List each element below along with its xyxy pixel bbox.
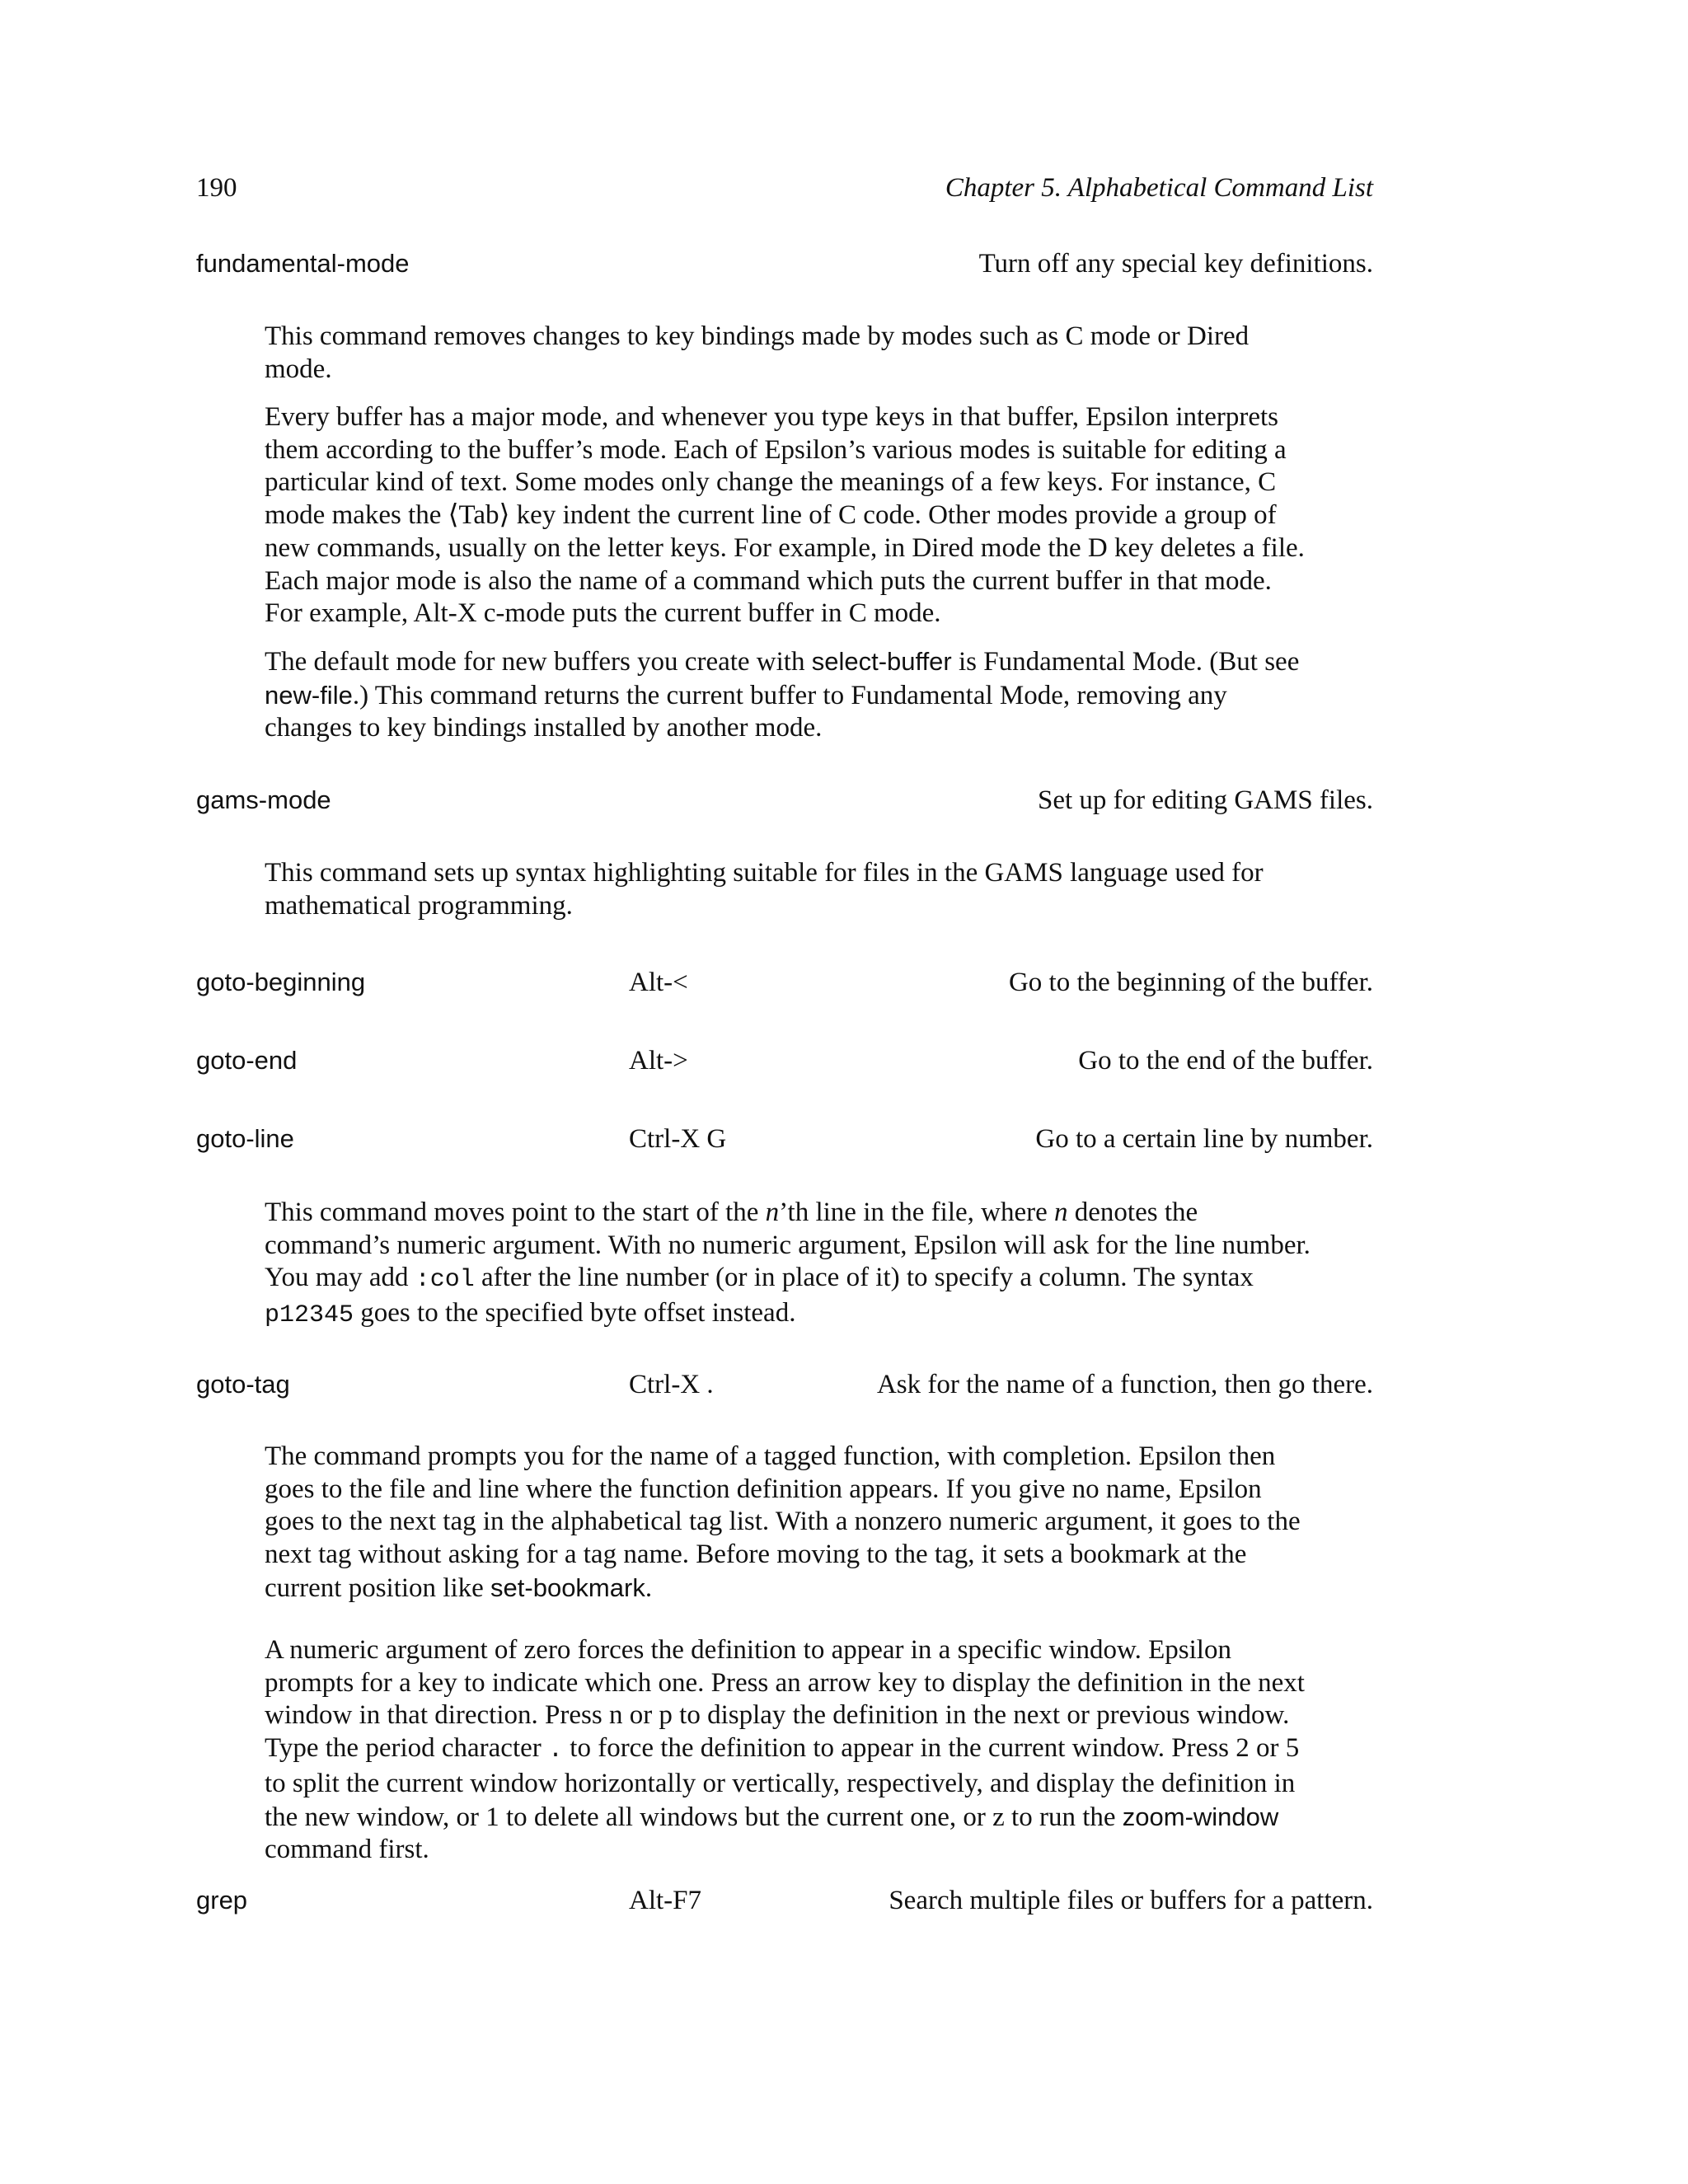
command-key: Alt-<: [629, 968, 688, 997]
page-number: 190: [196, 173, 237, 203]
math-variable: n: [1054, 1197, 1068, 1227]
command-reference: new-file: [265, 680, 353, 710]
chapter-title: Chapter 5. Alphabetical Command List: [945, 173, 1373, 203]
description-paragraph: The default mode for new buffers you create with select-buffer is Fundamental Mode. (But see new-file.) This command returns the current buffer to Fundamental Mode, removing any changes to key bindings installed by another mode.: [265, 647, 1300, 743]
command-entry-goto-line: [196, 1121, 1373, 1157]
command-entry-goto-beginning: [196, 964, 1373, 1001]
command-entry-fundamental-mode: [196, 246, 1373, 282]
math-variable: n: [765, 1197, 780, 1227]
command-entry-grep: [196, 1882, 1373, 1919]
command-name: gams-mode: [196, 785, 331, 814]
command-name: grep: [196, 1886, 248, 1915]
description-paragraph: This command sets up syntax highlighting suitable for files in the GAMS language used for mathematical programming.: [265, 858, 1264, 921]
command-key: Ctrl-X .: [629, 1370, 714, 1399]
command-entry-goto-tag: [196, 1366, 1373, 1403]
code-snippet: .: [548, 1736, 564, 1765]
command-key: Ctrl-X G: [629, 1124, 727, 1154]
command-name: fundamental-mode: [196, 249, 410, 278]
command-summary: Go to the end of the buffer.: [1078, 1046, 1373, 1076]
command-entry-gams-mode: [196, 782, 1373, 818]
command-name: goto-tag: [196, 1370, 290, 1399]
command-key: Alt-F7: [629, 1886, 702, 1915]
command-summary: Turn off any special key definitions.: [978, 249, 1373, 279]
command-reference: zoom-window: [1122, 1802, 1279, 1831]
description-paragraph: The command prompts you for the name of a tagged function, with completion. Epsilon then goes to the file and line where the function definition appears. If you give no name, Epsilon goes to the next tag in the alphabetical tag list. With a nonzero numeric argument, it goes to the next tag without asking for a tag name. Before moving to the tag, it sets a bookmark at the current position like set-bookmark.: [265, 1441, 1301, 1603]
command-summary: Ask for the name of a function, then go there.: [876, 1370, 1373, 1399]
description-paragraph: A numeric argument of zero forces the definition to appear in a specific window. Epsilon prompts for a key to indicate which one. Press an arrow key to display the definition in the next window in that direction. Press n or p to display the definition in the next or previous window. Type the period character . to force the definition to appear in the current window. Press 2 or 5 to split the current window horizontally or vertically, respectively, and display the definition in the new window, or 1 to delete all windows but the current one, or z to run the zoom-window command first.: [265, 1635, 1305, 1865]
description-paragraph: This command removes changes to key bindings made by modes such as C mode or Dired mode.: [265, 321, 1250, 384]
command-name: goto-end: [196, 1046, 298, 1075]
description-paragraph: Every buffer has a major mode, and whenever you type keys in that buffer, Epsilon interprets them according to the buffer’s mode. Each of Epsilon’s various modes is suitable for editing a particular kind of text. Some modes only change the meanings of a few keys. For instance, C mode makes the ⟨Tab⟩ key indent the current line of C code. Other modes provide a group of new commands, usually on the letter keys. For example, in Dired mode the D key deletes a file. Each major mode is also the name of a command which puts the current buffer in that mode. For example, Alt-X c-mode puts the current buffer in C mode.: [265, 402, 1305, 629]
code-snippet: :col: [415, 1266, 475, 1295]
command-name: goto-line: [196, 1124, 294, 1153]
command-reference: select-buffer: [811, 647, 952, 676]
command-name: goto-beginning: [196, 968, 366, 996]
command-summary: Go to the beginning of the buffer.: [1008, 968, 1373, 997]
command-entry-goto-end: [196, 1043, 1373, 1079]
running-header: [196, 168, 1373, 208]
command-summary: Search multiple files or buffers for a pattern.: [889, 1886, 1373, 1915]
code-snippet: p12345: [265, 1301, 354, 1330]
description-paragraph: This command moves point to the start of the n’th line in the file, where n denotes the command’s numeric argument. With no numeric argument, Epsilon will ask for the line number. You may add :col after the line number (or in place of it) to specify a column. The syntax p12345 goes to the specified byte offset instead.: [265, 1197, 1311, 1330]
command-summary: Set up for editing GAMS files.: [1038, 785, 1373, 815]
command-key: Alt->: [629, 1046, 688, 1076]
command-reference: set-bookmark: [490, 1572, 645, 1602]
command-summary: Go to a certain line by number.: [1035, 1124, 1373, 1154]
